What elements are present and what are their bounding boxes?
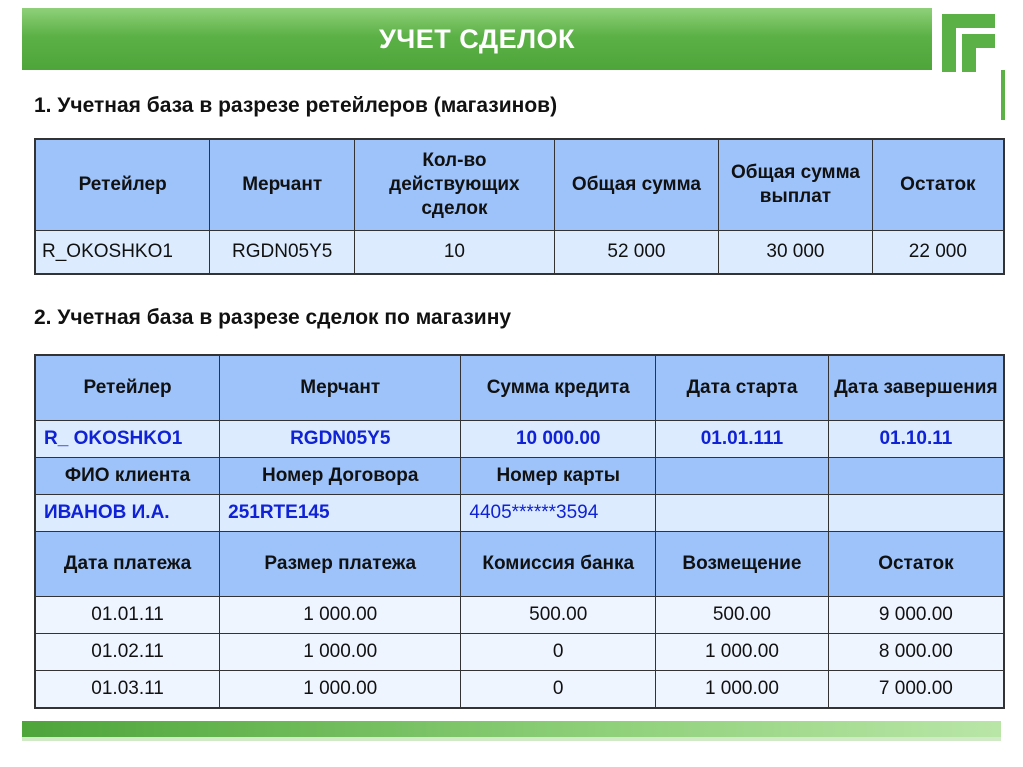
col-client-name: ФИО клиента (35, 458, 220, 495)
cell-payment-date: 01.02.11 (35, 634, 220, 671)
cell-balance: 8 000.00 (828, 634, 1004, 671)
col-credit-amount: Сумма кредита (461, 355, 656, 421)
bank-logo-icon (936, 8, 1001, 78)
cell-merchant: RGDN05Y5 (210, 231, 355, 275)
cell-start-date: 01.01.111 (656, 421, 829, 458)
cell-credit-amount: 10 000.00 (461, 421, 656, 458)
col-balance: Остаток (872, 139, 1004, 231)
cell-payment-date: 01.01.11 (35, 597, 220, 634)
footer-bar (22, 721, 1001, 737)
col-merchant: Мерчант (210, 139, 355, 231)
cell-reimbursement: 1 000.00 (656, 634, 829, 671)
cell-payment-amount: 1 000.00 (220, 671, 461, 709)
deals-table (34, 354, 1005, 709)
col-active-deals: Кол-во действующих сделок (355, 139, 555, 231)
col-contract-number: Номер Договора (220, 458, 461, 495)
cell-balance: 22 000 (872, 231, 1004, 275)
footer-divider (22, 737, 1001, 741)
table-row (35, 634, 1004, 671)
section-1-title: 1. Учетная база в разрезе ретейлеров (магазинов) (34, 94, 558, 117)
cell-bank-commission: 0 (461, 634, 656, 671)
col-total-sum: Общая сумма (554, 139, 718, 231)
page-title: УЧЕТ СДЕЛОК (378, 24, 576, 54)
cell-active-deals: 10 (355, 231, 555, 275)
cell-card-number: 4405******3594 (461, 495, 656, 532)
empty-cell (828, 495, 1004, 532)
cell-total-payouts: 30 000 (719, 231, 873, 275)
cell-retailer: R_ OKOSHKO1 (35, 421, 220, 458)
table-row (35, 597, 1004, 634)
col-total-payouts: Общая сумма выплат (719, 139, 873, 231)
empty-cell (656, 458, 829, 495)
cell-balance: 7 000.00 (828, 671, 1004, 709)
col-retailer: Ретейлер (35, 355, 220, 421)
table-row (35, 231, 1004, 275)
retailer-table (34, 138, 1005, 275)
col-start-date: Дата старта (656, 355, 829, 421)
cell-reimbursement: 500.00 (656, 597, 829, 634)
empty-cell (656, 495, 829, 532)
cell-bank-commission: 0 (461, 671, 656, 709)
col-end-date: Дата завершения (828, 355, 1004, 421)
cell-payment-date: 01.03.11 (35, 671, 220, 709)
col-balance: Остаток (828, 532, 1004, 597)
col-retailer: Ретейлер (35, 139, 210, 231)
col-payment-amount: Размер платежа (220, 532, 461, 597)
cell-payment-amount: 1 000.00 (220, 634, 461, 671)
empty-cell (828, 458, 1004, 495)
cell-total-sum: 52 000 (554, 231, 718, 275)
section-2-title: 2. Учетная база в разрезе сделок по магазину (34, 306, 512, 329)
cell-reimbursement: 1 000.00 (656, 671, 829, 709)
cell-balance: 9 000.00 (828, 597, 1004, 634)
table-row (35, 671, 1004, 709)
cell-merchant: RGDN05Y5 (220, 421, 461, 458)
cell-contract-number: 251RTE145 (220, 495, 461, 532)
cell-bank-commission: 500.00 (461, 597, 656, 634)
cell-retailer: R_OKOSHKO1 (35, 231, 210, 275)
col-card-number: Номер карты (461, 458, 656, 495)
cell-end-date: 01.10.11 (828, 421, 1004, 458)
col-bank-commission: Комиссия банка (461, 532, 656, 597)
divider (1001, 70, 1005, 120)
col-payment-date: Дата платежа (35, 532, 220, 597)
col-reimbursement: Возмещение (656, 532, 829, 597)
cell-payment-amount: 1 000.00 (220, 597, 461, 634)
cell-client-name: ИВАНОВ И.А. (35, 495, 220, 532)
table-row (35, 495, 1004, 532)
col-merchant: Мерчант (220, 355, 461, 421)
table-row (35, 421, 1004, 458)
